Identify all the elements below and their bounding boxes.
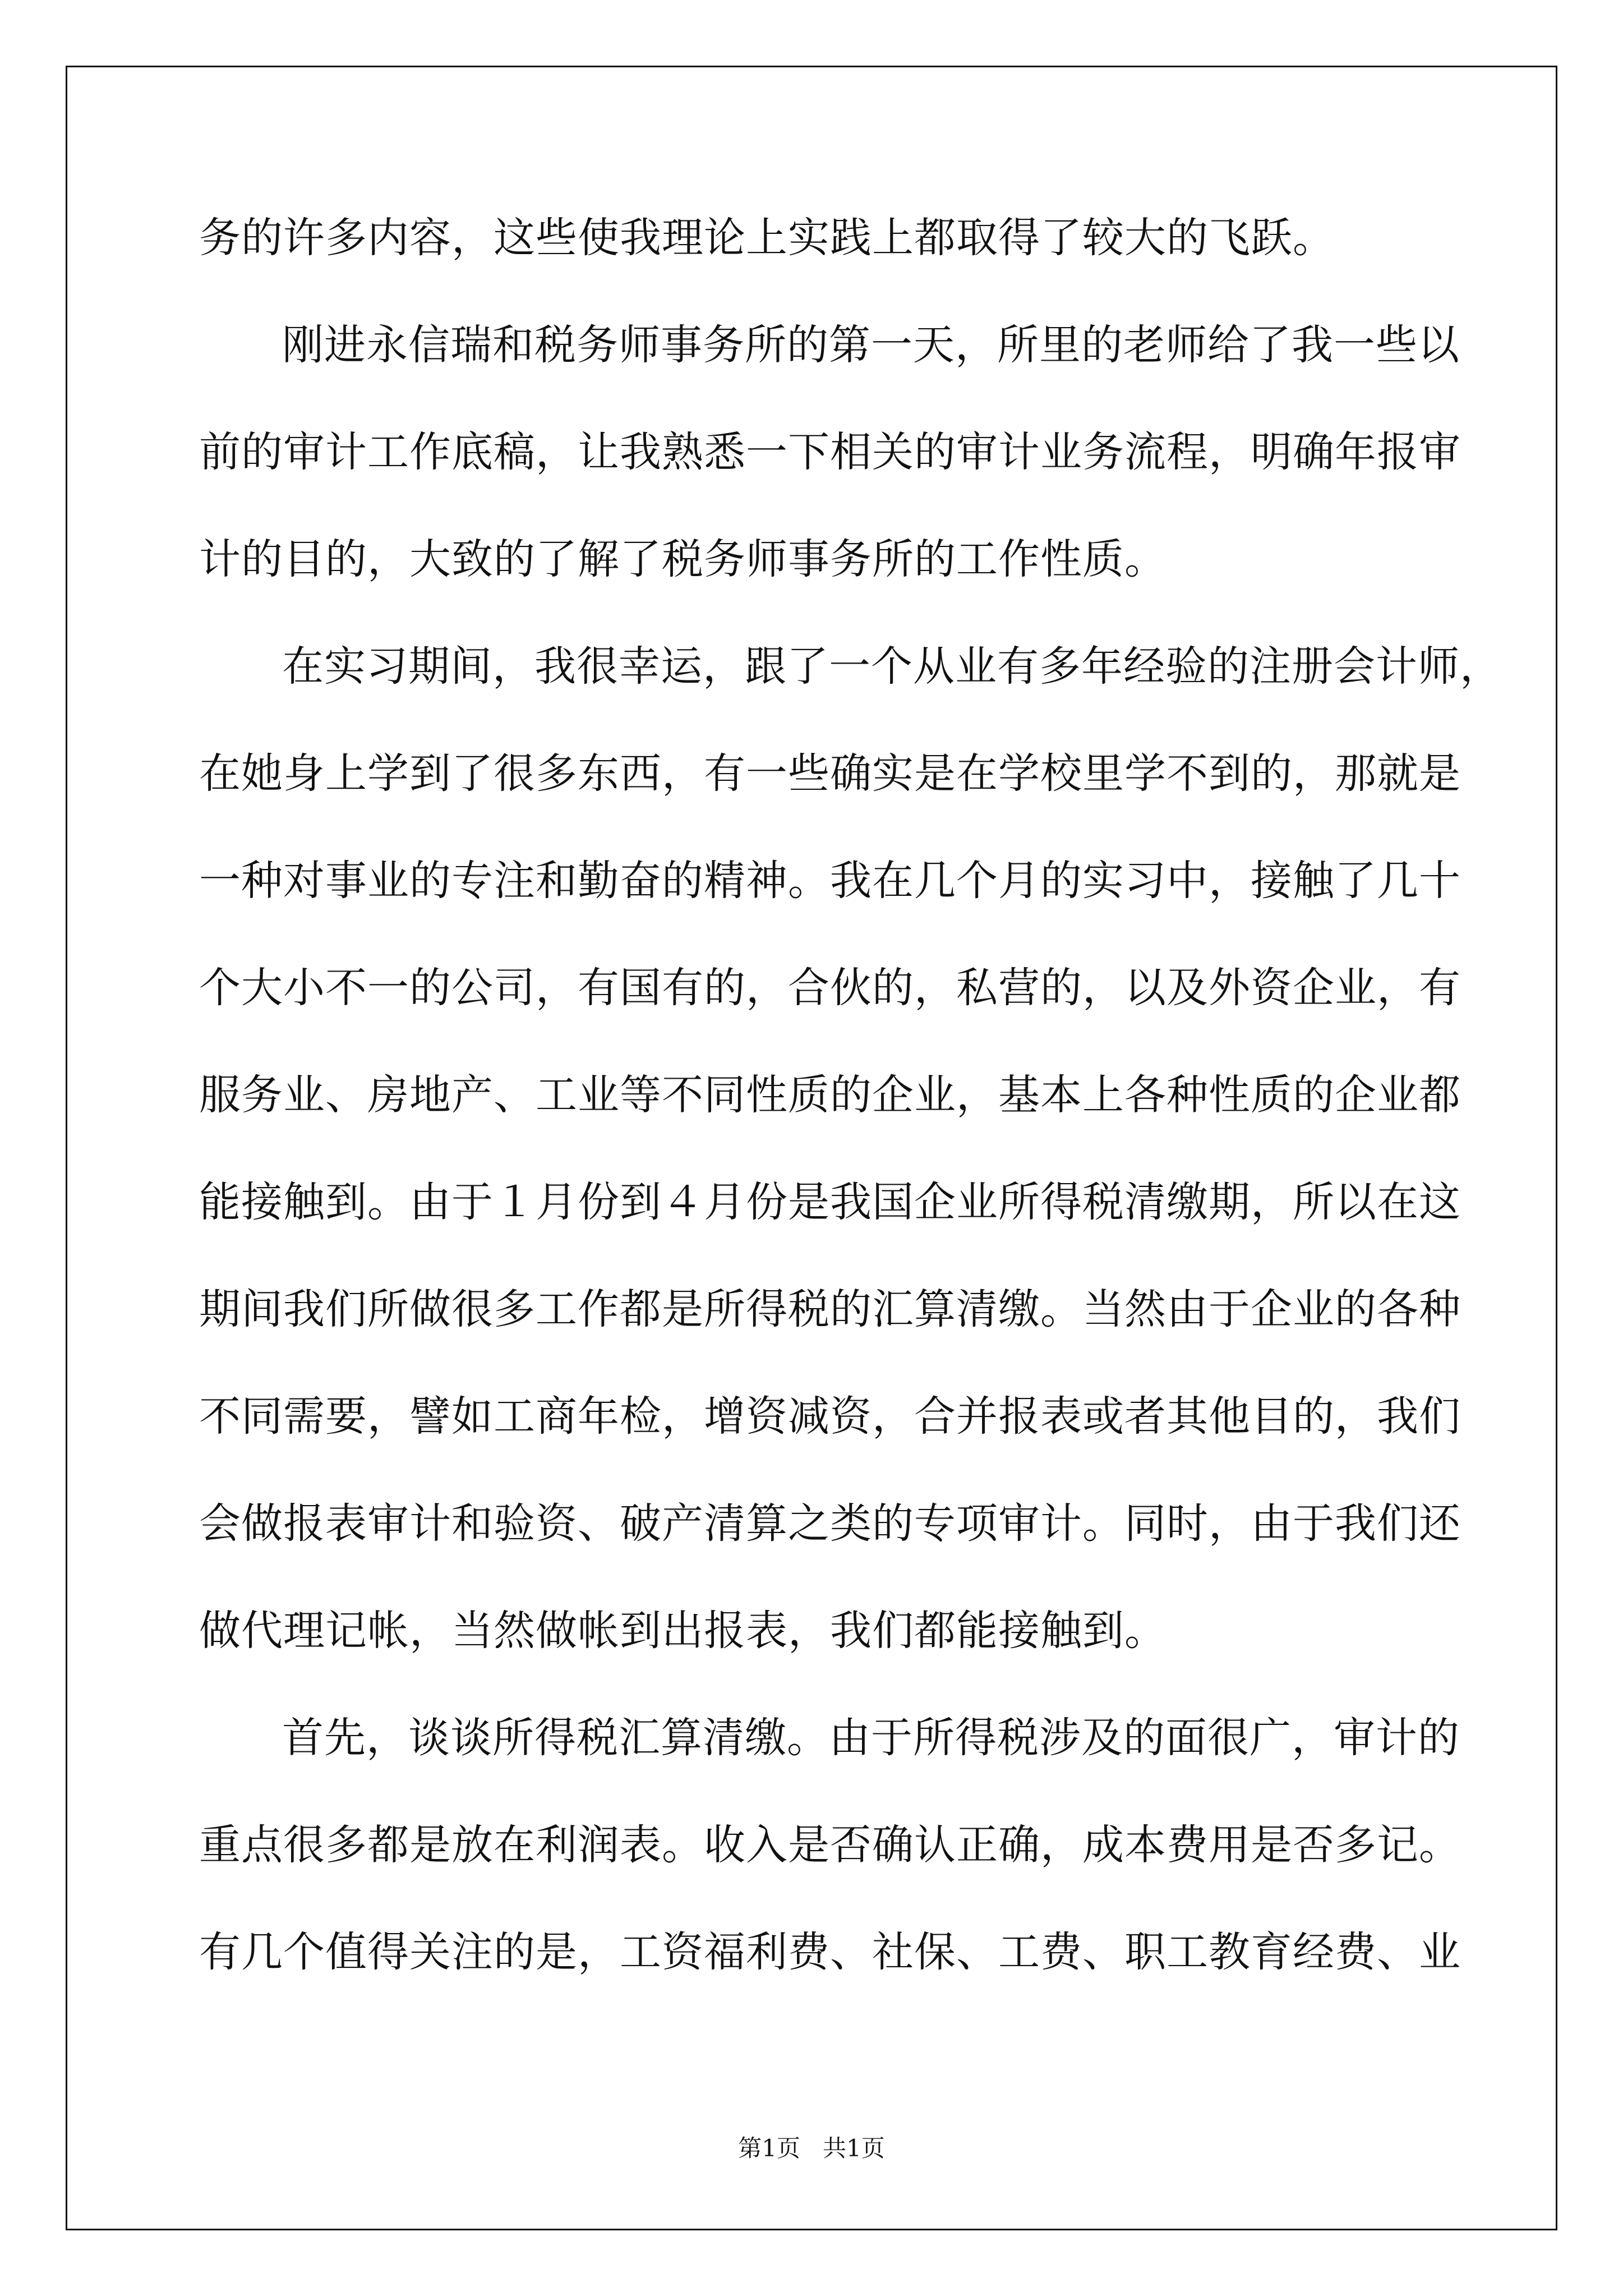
paragraph-start-line: 在实习期间，我很幸运，跟了一个从业有多年经验的注册会计师， — [282, 642, 1502, 691]
text-line: 做代理记帐，当然做帐到出报表，我们都能接触到。 — [199, 1607, 1166, 1655]
page-number-footer: 第1页 共1页 — [738, 2134, 885, 2162]
text-line: 服务业、房地产、工业等不同性质的企业，基本上各种性质的企业都 — [199, 1071, 1461, 1119]
text-line: 计的目的，大致的了解了税务师事务所的工作性质。 — [199, 535, 1166, 583]
text-line: 能接触到。由于１月份到４月份是我国企业所得税清缴期，所以在这 — [199, 1178, 1461, 1226]
document-body — [199, 209, 1502, 2030]
text-line: 在她身上学到了很多东西，有一些确实是在学校里学不到的，那就是 — [199, 749, 1461, 798]
paragraph-start-line: 首先，谈谈所得税汇算清缴。由于所得税涉及的面很广，审计的 — [282, 1714, 1460, 1762]
text-line: 前的审计工作底稿，让我熟悉一下相关的审计业务流程，明确年报审 — [199, 428, 1461, 476]
text-line: 个大小不一的公司，有国有的，合伙的，私营的，以及外资企业，有 — [199, 964, 1461, 1012]
text-line: 不同需要，譬如工商年检，增资减资，合并报表或者其他目的，我们 — [199, 1392, 1461, 1441]
paragraph-start-line: 刚进永信瑞和税务师事务所的第一天，所里的老师给了我一些以 — [282, 321, 1460, 369]
text-line: 期间我们所做很多工作都是所得税的汇算清缴。当然由于企业的各种 — [199, 1285, 1461, 1333]
text-line: 务的许多内容，这些使我理论上实践上都取得了较大的飞跃。 — [199, 214, 1335, 262]
text-line: 重点很多都是放在利润表。收入是否确认正确，成本费用是否多记。 — [199, 1821, 1461, 1869]
text-line: 会做报表审计和验资、破产清算之类的专项审计。同时，由于我们还 — [199, 1499, 1461, 1548]
text-line: 一种对事业的专注和勤奋的精神。我在几个月的实习中，接触了几十 — [199, 857, 1461, 905]
text-line: 有几个值得关注的是，工资福利费、社保、工费、职工教育经费、业 — [199, 1928, 1461, 1976]
